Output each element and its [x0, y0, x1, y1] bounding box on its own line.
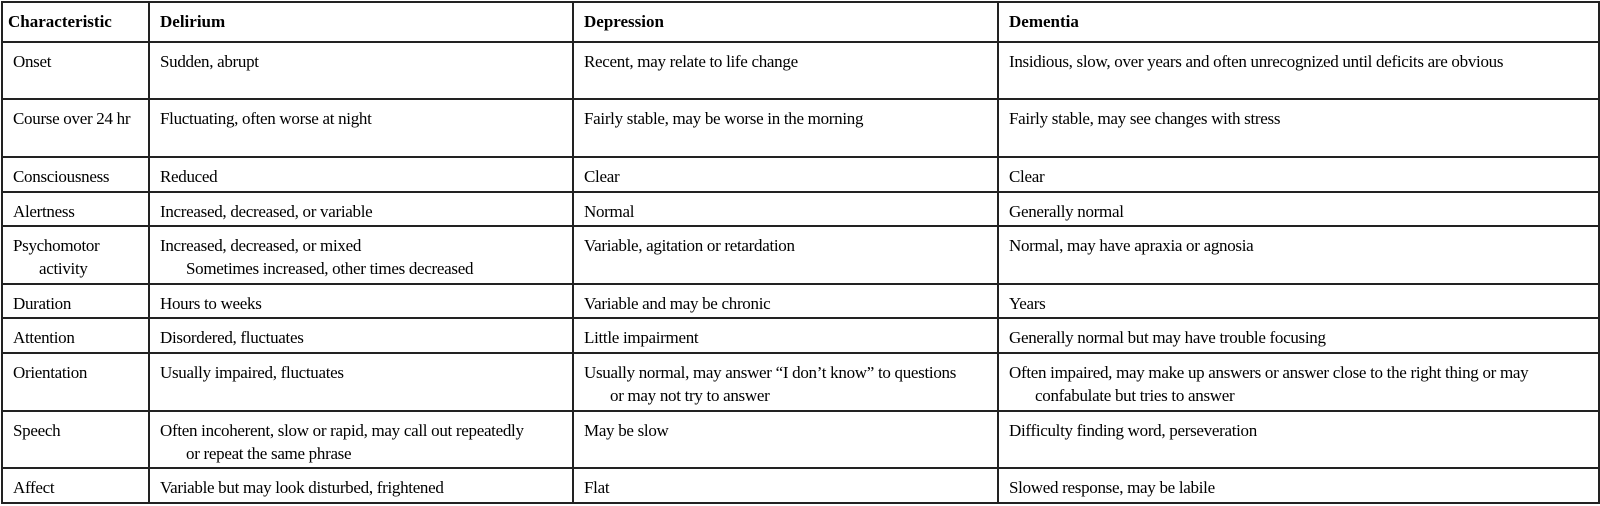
cell-depression: May be slow [573, 411, 998, 469]
table-row [2, 284, 1599, 318]
table-row [2, 99, 1599, 157]
cell-dementia: Difficulty finding word, perseveration [998, 411, 1599, 469]
cell-depression: Flat [573, 468, 998, 503]
cell-delirium: Sudden, abrupt [149, 42, 573, 100]
comparison-table [1, 1, 1600, 504]
table-row [2, 42, 1599, 100]
table-row [2, 411, 1599, 469]
header-row [2, 2, 1599, 42]
cell-delirium: Usually impaired, fluctuates [149, 353, 573, 411]
header-delirium: Delirium [149, 2, 573, 42]
cell-delirium: Increased, decreased, or mixed Sometimes increased, other times decreased [149, 226, 573, 284]
cell-dementia: Often impaired, may make up answers or answer close to the right thing or may confabulate but tries to answer [998, 353, 1599, 411]
cell-depression: Variable and may be chronic [573, 284, 998, 318]
cell-characteristic: Speech [2, 411, 149, 469]
cell-characteristic: Affect [2, 468, 149, 503]
cell-dementia: Years [998, 284, 1599, 318]
cell-dementia: Normal, may have apraxia or agnosia [998, 226, 1599, 284]
table-row [2, 192, 1599, 226]
header-dementia: Dementia [998, 2, 1599, 42]
table-row [2, 353, 1599, 411]
cell-characteristic: Attention [2, 318, 149, 352]
header-depression: Depression [573, 2, 998, 42]
cell-dementia: Generally normal but may have trouble focusing [998, 318, 1599, 352]
cell-depression: Clear [573, 157, 998, 191]
table-row [2, 226, 1599, 284]
cell-delirium: Variable but may look disturbed, frightened [149, 468, 573, 503]
table-row [2, 318, 1599, 352]
cell-delirium: Reduced [149, 157, 573, 191]
cell-depression: Normal [573, 192, 998, 226]
cell-characteristic: Alertness [2, 192, 149, 226]
table-row [2, 157, 1599, 191]
cell-dementia: Clear [998, 157, 1599, 191]
cell-dementia: Fairly stable, may see changes with stress [998, 99, 1599, 157]
cell-dementia: Slowed response, may be labile [998, 468, 1599, 503]
cell-characteristic: Psychomotor activity [2, 226, 149, 284]
cell-dementia: Insidious, slow, over years and often unrecognized until deficits are obvious [998, 42, 1599, 100]
header-characteristic: Characteristic [2, 2, 149, 42]
cell-depression: Usually normal, may answer “I don’t know” to questions or may not try to answer [573, 353, 998, 411]
cell-depression: Variable, agitation or retardation [573, 226, 998, 284]
cell-delirium: Hours to weeks [149, 284, 573, 318]
cell-delirium: Often incoherent, slow or rapid, may call out repeatedly or repeat the same phrase [149, 411, 573, 469]
cell-characteristic: Orientation [2, 353, 149, 411]
cell-delirium: Increased, decreased, or variable [149, 192, 573, 226]
cell-dementia: Generally normal [998, 192, 1599, 226]
cell-depression: Recent, may relate to life change [573, 42, 998, 100]
cell-characteristic: Onset [2, 42, 149, 100]
cell-depression: Little impairment [573, 318, 998, 352]
cell-depression: Fairly stable, may be worse in the morning [573, 99, 998, 157]
cell-characteristic: Course over 24 hr [2, 99, 149, 157]
cell-delirium: Disordered, fluctuates [149, 318, 573, 352]
cell-characteristic: Duration [2, 284, 149, 318]
cell-delirium-note: Sometimes increased, other times decreased [186, 259, 474, 279]
cell-characteristic: Consciousness [2, 157, 149, 191]
cell-delirium: Fluctuating, often worse at night [149, 99, 573, 157]
table-row [2, 468, 1599, 503]
